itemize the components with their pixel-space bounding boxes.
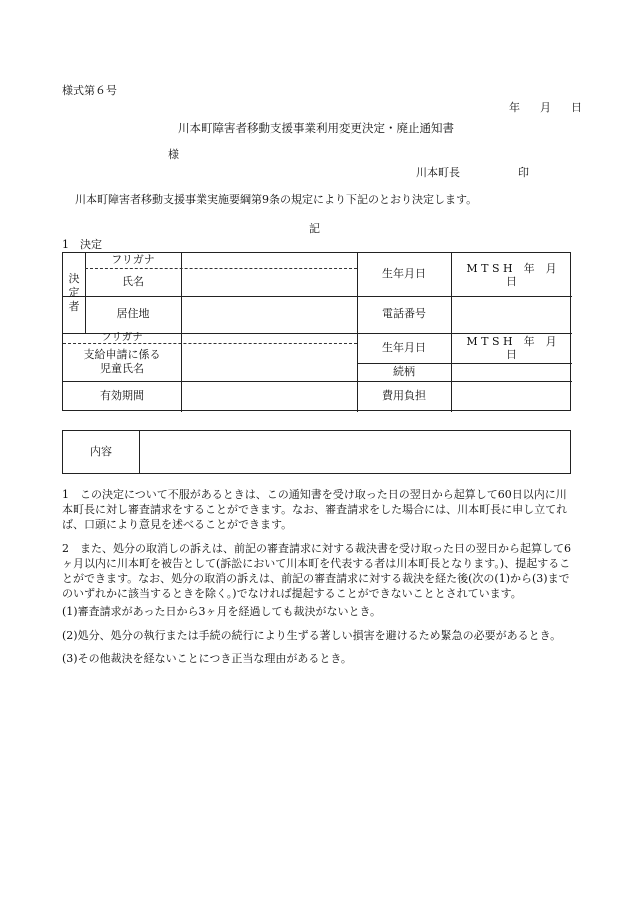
name-label: 氏名 [122, 274, 144, 288]
child-era-day: 日 [506, 348, 517, 361]
document-title: 川本町障害者移動支援事業利用変更決定・廃止通知書 [178, 121, 454, 135]
era-day: 日 [506, 275, 517, 288]
phone-label: 電話番号 [382, 307, 426, 321]
date-year: 年 [509, 101, 520, 114]
child-name-label: 支給申請に係る 児童氏名 [83, 348, 161, 375]
address-label: 居住地 [116, 307, 150, 321]
section-decision: 1 決定 [62, 238, 102, 251]
child-era-options: M T S H 年 月 [466, 334, 557, 348]
form-number: 様式第６号 [62, 84, 117, 97]
exception-item-1: (1)審査請求があった日から3ヶ月を経過しても裁決がないとき。 [62, 605, 382, 618]
date-line [509, 101, 582, 115]
child-birthdate-era-field [451, 333, 572, 363]
issuer-name: 川本町長 [416, 166, 460, 179]
seal-mark: 印 [518, 166, 529, 179]
addressee-suffix: 様 [168, 148, 179, 161]
note-lawsuit: 2 また、処分の取消しの訴えは、前記の審査請求に対する裁決書を受け取った日の翌日から起算して6ヶ月以内に川本町を被告として(訴訟において川本町を代表する者は川本町長となります。)、提起することができます。なお、処分の取消の訴えは、前記の審査請求に対する裁決を経た後(次の(1)から(3)までのいずれかに該当するときを除く。)でなければ提起することができないこととされています。 [62, 542, 571, 600]
exception-item-2: (2)処分、処分の執行または手続の続行により生ずる著しい損害を避けるため緊急の必要があるとき。 [62, 629, 562, 642]
validity-label: 有効期間 [100, 389, 144, 403]
relationship-label: 続柄 [393, 364, 415, 378]
cost-label: 費用負担 [382, 389, 426, 403]
child-birthdate-label: 生年月日 [382, 340, 426, 354]
date-month: 月 [540, 101, 551, 114]
issuer-line [416, 166, 529, 180]
birthdate-era-field [451, 255, 572, 295]
date-day: 日 [571, 101, 582, 114]
decision-table [62, 252, 571, 411]
content-label: 内容 [90, 444, 112, 458]
ki-heading: 記 [309, 222, 320, 235]
content-table [62, 430, 571, 474]
note-appeal: 1 この決定について不服があるときは、この通知書を受け取った日の翌日から起算して60日以内に川本町長に対し審査請求をすることができます。なお、審査請求をした場合には、川本町長に申し立てれば、口頭により意見を述べることができます。 [62, 488, 568, 531]
furigana-label: フリガナ [111, 253, 155, 267]
exception-item-3: (3)その他裁決を経ないことにつき正当な理由があるとき。 [62, 652, 352, 665]
era-options: M T S H 年 月 [466, 261, 557, 275]
decider-label: 決 定 者 [68, 272, 80, 313]
lead-text: 川本町障害者移動支援事業実施要綱第9条の規定により下記のとおり決定します。 [75, 193, 478, 206]
child-furigana-label: フリガナ [101, 331, 143, 344]
birthdate-label: 生年月日 [382, 267, 426, 281]
